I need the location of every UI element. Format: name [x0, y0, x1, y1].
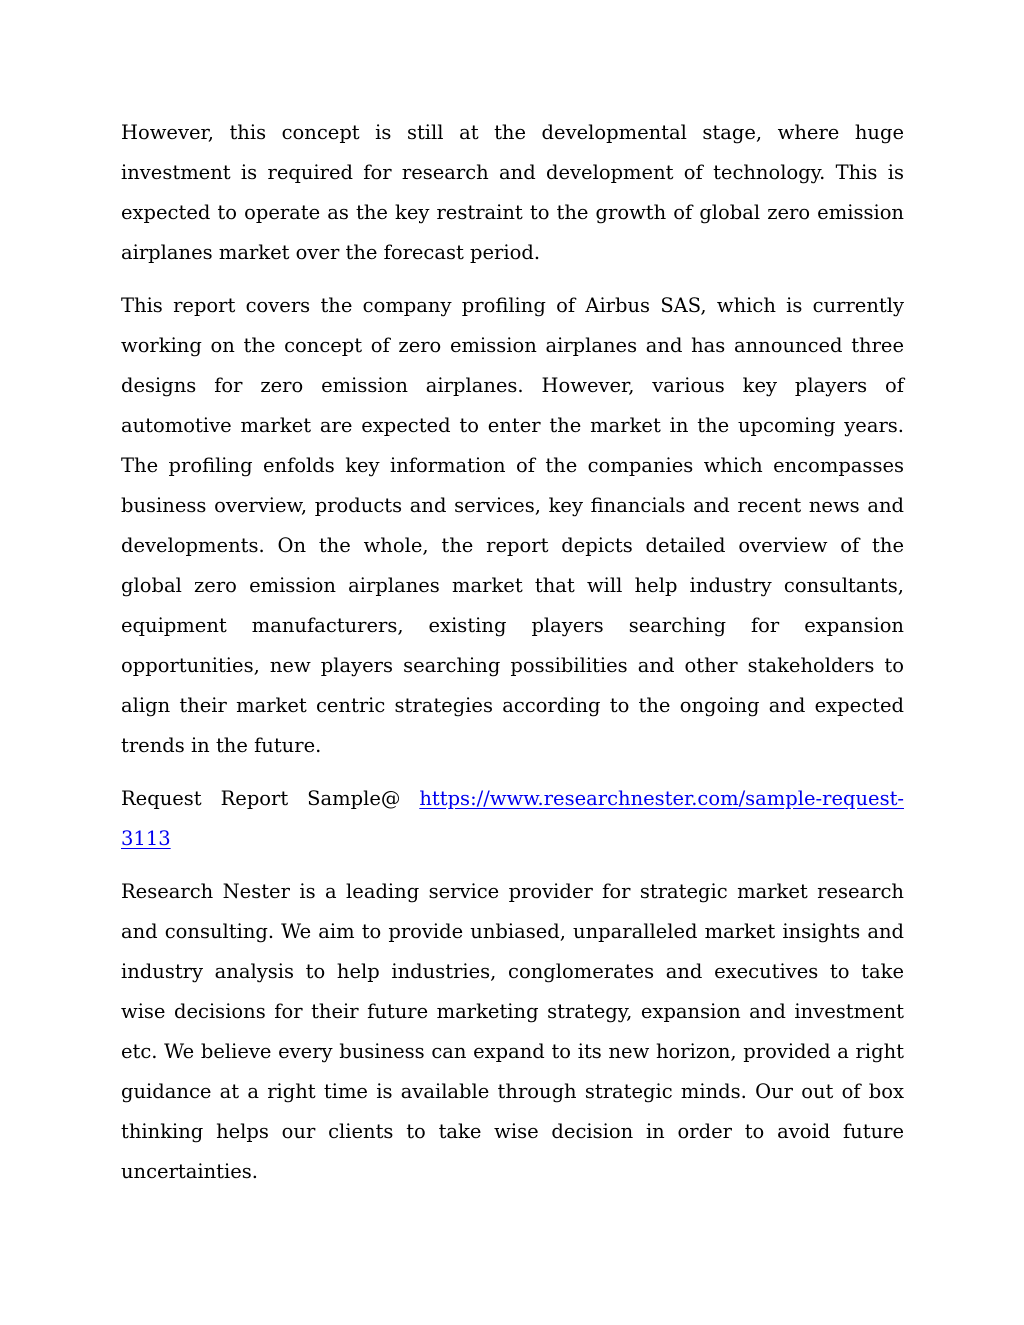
- request-sample-line: [121, 779, 904, 859]
- sample-request-link[interactable]: https://www.researchnester.com/sample-request-3113: [121, 787, 904, 850]
- request-sample-label: Request Report Sample@: [121, 787, 420, 810]
- paragraph-company-profiling: This report covers the company profiling of Airbus SAS, which is currently working on the concept of zero emission airplanes and has announced three designs for zero emission airplanes. However, various key players of automotive market are expected to enter the market in the upcoming years. The profiling enfolds key information of the companies which encompasses business overview, products and services, key financials and recent news and developments. On the whole, the report depicts detailed overview of the global zero emission airplanes market that will help industry consultants, equipment manufacturers, existing players searching for expansion opportunities, new players searching possibilities and other stakeholders to align their market centric strategies according to the ongoing and expected trends in the future.: [121, 294, 904, 757]
- paragraph-about-research-nester: Research Nester is a leading service provider for strategic market research and consulting. We aim to provide unbiased, unparalleled market insights and industry analysis to help industries, conglomerates and executives to take wise decisions for their future marketing strategy, expansion and investment etc. We believe every business can expand to its new horizon, provided a right guidance at a right time is available through strategic minds. Our out of box thinking helps our clients to take wise decision in order to avoid future uncertainties.: [121, 880, 904, 1183]
- paragraph-restraint: However, this concept is still at the developmental stage, where huge investment is required for research and development of technology. This is expected to operate as the key restraint to the growth of global zero emission airplanes market over the forecast period.: [121, 121, 904, 264]
- document-page: [121, 113, 904, 1205]
